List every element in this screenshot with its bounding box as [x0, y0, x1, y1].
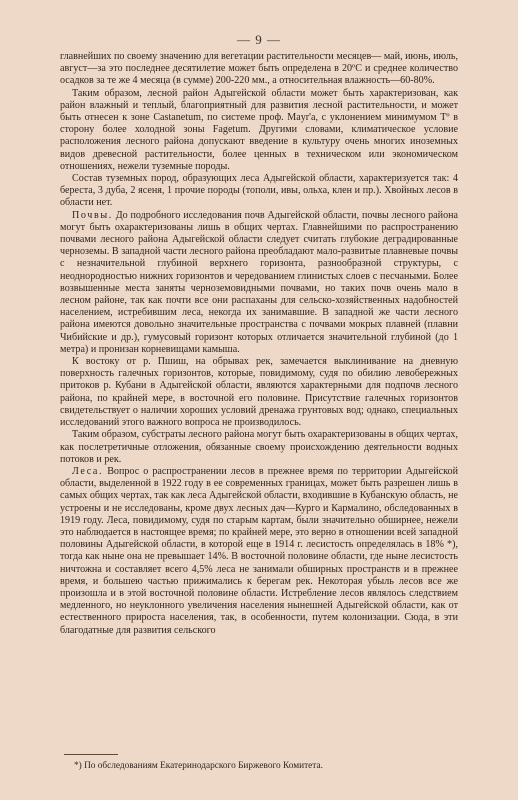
- paragraph-soils: [60, 210, 458, 356]
- paragraph-soils-text: До подробного исследования почв Адыгейской области, почвы лесного района могут быть охарактеризованы лишь в общих чертах. Главнейшими по распространению почвами лесного района Адыгейской области следует считать глубокие деградированные черноземы. В западной части лесного района преобладают мало-развитые плавневые почвы с незначительной глубиной верхнего горизонта, разнообразной структуры, с неоднородностью нижних горизонтов и чередованием глинистых слоев с песчаными. Более возвышенные места заняты черноземовидными почвами, но таких почв очень мало в лесном районе, так как почти все они распаханы для сельско-хозяйственных надобностей населением, истребившим леса, некогда их занимавшие. В западной же части лесного района имеются довольно значительные пространства с почвами мокрых плавней (плавни Чибийские и др.), гумусовый горизонт которых отличается значительной глубиной (до 1 метра) и пронизан корневищами камыша.: [60, 209, 458, 355]
- paragraph-gravel: К востоку от р. Пшиш, на обрывах рек, замечается выклинивание на дневную поверхность галечных горизонтов, которые, повидимому, судя по обилию левобережных притоков р. Кубани в Адыгейской области, являются характерными для подпочв лесного района, по крайней мере, в восточной его половине. Присутствие галечных горизонтов свидетельствует о наличии хороших условий дренажа грунтовых вод; однако, специальных исследований этого важного вопроса не производилось.: [60, 356, 458, 429]
- footnote-rule: [64, 754, 118, 755]
- paragraph-climate-zone: Таким образом, лесной район Адыгейской области может быть характеризован, как район влажный и теплый, благоприятный для развития лесной растительности, и может быть отнесен к зоне Castanetum, по системе проф. Mayr'а, с уклонением минимумом Tº в сторону более холодной зоны Fagetum. Другими словами, климатическое условие расположения лесного района допускают введение в культуру очень многих иноземных видов древесной растительности, более ценных в техническом или экономическом отношениях, нежели туземные породы.: [60, 87, 458, 172]
- paragraph-forests-text: Вопрос о распространении лесов в прежнее время по территории Адыгейской области, выделенной в 1922 году в ее современных границах, может быть разрешен лишь в самых общих чертах, так как леса Адыгейской области, входившие в Кубанскую область, не устроены и не исследованы, кроме двух лесных дач—Курго и Кармалино, обследованных в 1919 году. Леса, повидимому, судя по старым картам, были значительно обширнее, нежели это наблюдается в настоящее время; по крайней мере, это верно в отношении всей западной половины Адыгейской области, в которой еще в 1914 г. лесистость определялась в 18% *), тогда как ныне она не превышает 14%. В восточной половине области, где ныне лесистость ничтожна и составляет всего 4,5% леса не занимали обширных пространств и в прежнее время, и большею частью прижимались к берегам рек. Некоторая убыль лесов все же произошла и в этой восточной половине области. Истребление лесов являлось следствием медленного, но неуклонного увеличения населения нынешней Адыгейской области, как от естественного прироста населения, так, в особенности, путем колонизации. Сюда, в эти благодатные для развития сельского: [60, 465, 458, 636]
- paragraph-forests: [60, 466, 458, 637]
- section-heading-forests: Леса.: [72, 465, 104, 477]
- paragraph-substrates: Таким образом, субстраты лесного района могут быть охарактеризованы в общих чертах, как послетретичные отложения, обязанные своему происхождению деятельности водных потоков и рек.: [60, 429, 458, 465]
- footnote: *) По обследованиям Екатеринодарского Биржевого Комитета.: [74, 761, 323, 771]
- paragraph-species-composition: Состав туземных пород, образующих леса Адыгейской области, характеризуется так: 4 береста, 3 дуба, 2 ясеня, 1 прочие породы (тополи, ивы, ольха, клен и пр.). Хвойных лесов в области нет.: [60, 173, 458, 209]
- body-text: [60, 51, 458, 637]
- paragraph-climate-summary: главнейших по своему значению для вегетации растительности месяцев— май, июнь, июль, август—за это последнее десятилетие может быть определена в 20ºC и среднее количество осадков за те же 4 месяца (в сумме) 200-220 мм., а относительная влажность—60-80%.: [60, 51, 458, 87]
- section-heading-soils: Почвы.: [72, 209, 113, 221]
- page-number: — 9 —: [237, 32, 281, 47]
